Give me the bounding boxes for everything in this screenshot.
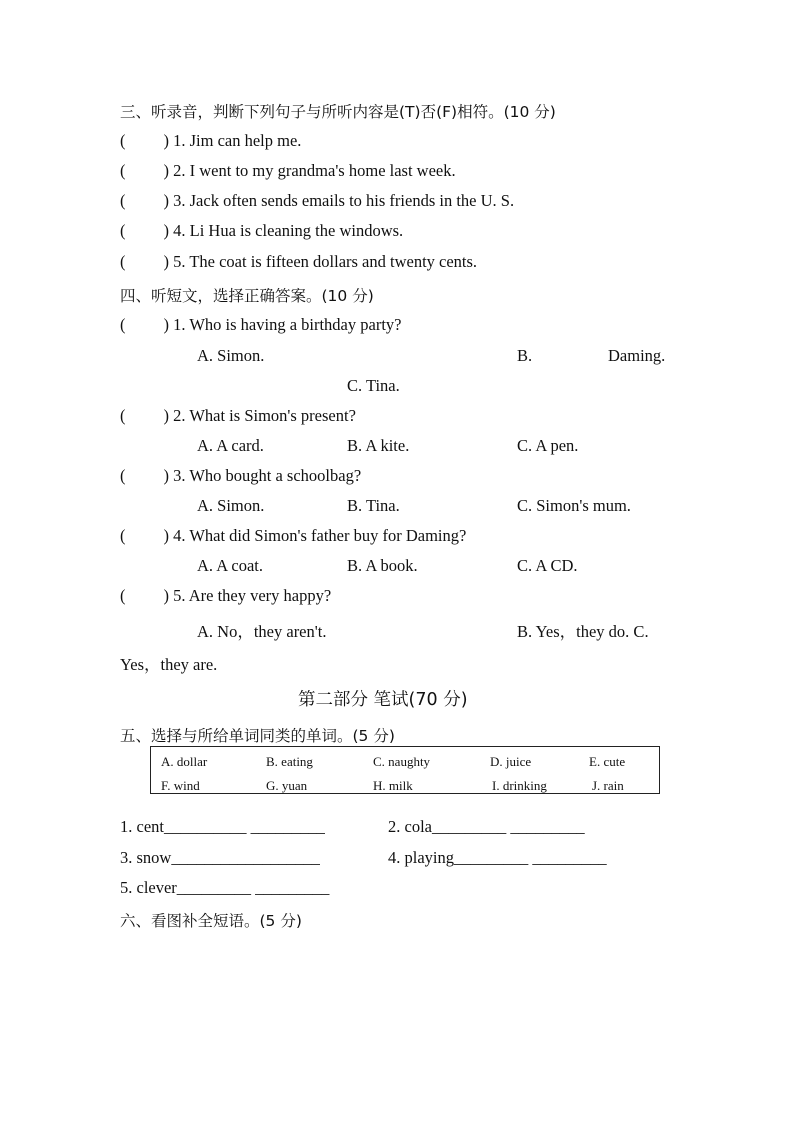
option-a: A. No，they aren't. bbox=[197, 622, 327, 641]
fill-blank-item[interactable]: 2. cola_________ _________ bbox=[388, 817, 585, 836]
option-a: A. Simon. bbox=[197, 346, 265, 365]
fill-blank-item[interactable]: 5. clever_________ _________ bbox=[120, 878, 330, 897]
word-option: H. milk bbox=[373, 778, 413, 793]
answer-paren-open[interactable]: ( bbox=[120, 526, 126, 545]
question-text: 2. What is Simon's present? bbox=[173, 406, 356, 425]
answer-paren-open[interactable]: ( bbox=[120, 221, 126, 240]
option-a: A. Simon. bbox=[197, 496, 265, 515]
tf-item-1 bbox=[120, 131, 301, 151]
mc-question-2 bbox=[120, 406, 356, 426]
answer-paren-open[interactable]: ( bbox=[120, 466, 126, 485]
option-b: B. A kite. bbox=[347, 436, 410, 455]
option-c: C. Simon's mum. bbox=[517, 496, 631, 515]
section3-heading: 三、听录音，判断下列句子与所听内容是(T)否(F)相符。(10 分) bbox=[120, 103, 556, 121]
option-b-text: Daming. bbox=[608, 346, 666, 365]
option-c: Yes，they are. bbox=[120, 655, 218, 674]
word-option: A. dollar bbox=[161, 754, 208, 769]
option-c: C. A pen. bbox=[517, 436, 579, 455]
option-b: B. A book. bbox=[347, 556, 418, 575]
answer-paren-open[interactable]: ( bbox=[120, 161, 126, 180]
mc-question-3 bbox=[120, 466, 361, 486]
question-text: 3. Who bought a schoolbag? bbox=[173, 466, 362, 485]
word-option: C. naughty bbox=[373, 754, 431, 769]
section6-heading: 六、看图补全短语。(5 分) bbox=[120, 912, 302, 930]
section4-heading: 四、听短文，选择正确答案。(10 分) bbox=[120, 287, 374, 305]
answer-paren-close: ) bbox=[163, 466, 169, 485]
tf-item-5 bbox=[120, 252, 477, 272]
word-option: G. yuan bbox=[266, 778, 308, 793]
tf-item-text: 1. Jim can help me. bbox=[173, 131, 302, 150]
answer-paren-close: ) bbox=[163, 315, 169, 334]
tf-item-2 bbox=[120, 161, 456, 181]
question-text: 1. Who is having a birthday party? bbox=[173, 315, 402, 334]
answer-paren-open[interactable]: ( bbox=[120, 252, 126, 271]
answer-paren-close: ) bbox=[163, 221, 169, 240]
option-a: A. A card. bbox=[197, 436, 264, 455]
fill-blank-item[interactable]: 1. cent__________ _________ bbox=[120, 817, 325, 836]
tf-item-4 bbox=[120, 221, 403, 241]
answer-paren-close: ) bbox=[163, 131, 169, 150]
option-b: B. Tina. bbox=[347, 496, 400, 515]
tf-item-text: 2. I went to my grandma's home last week. bbox=[173, 161, 456, 180]
answer-paren-open[interactable]: ( bbox=[120, 191, 126, 210]
option-c: C. Tina. bbox=[347, 376, 400, 395]
word-option: E. cute bbox=[589, 754, 626, 769]
answer-paren-open[interactable]: ( bbox=[120, 315, 126, 334]
option-a: A. A coat. bbox=[197, 556, 263, 575]
tf-item-text: 3. Jack often sends emails to his friends in the U. S. bbox=[173, 191, 515, 210]
word-option: F. wind bbox=[161, 778, 200, 793]
option-b: B. bbox=[517, 346, 533, 365]
tf-item-3 bbox=[120, 191, 514, 211]
answer-paren-close: ) bbox=[163, 586, 169, 605]
tf-item-text: 4. Li Hua is cleaning the windows. bbox=[173, 221, 404, 240]
answer-paren-open[interactable]: ( bbox=[120, 131, 126, 150]
word-option: B. eating bbox=[266, 754, 313, 769]
part2-title: 第二部分 笔试(70 分) bbox=[298, 690, 468, 710]
mc-question-1 bbox=[120, 315, 401, 335]
fill-blank-item[interactable]: 4. playing_________ _________ bbox=[388, 848, 607, 867]
word-option: J. rain bbox=[592, 778, 624, 793]
question-text: 4. What did Simon's father buy for Daming? bbox=[173, 526, 467, 545]
word-option: D. juice bbox=[490, 754, 532, 769]
word-bank-box bbox=[150, 746, 660, 794]
mc-question-5 bbox=[120, 586, 331, 606]
answer-paren-close: ) bbox=[163, 252, 169, 271]
answer-paren-close: ) bbox=[163, 406, 169, 425]
tf-item-text: 5. The coat is fifteen dollars and twenty cents. bbox=[173, 252, 478, 271]
answer-paren-close: ) bbox=[163, 526, 169, 545]
mc-question-4 bbox=[120, 526, 466, 546]
answer-paren-close: ) bbox=[163, 191, 169, 210]
section5-heading: 五、选择与所给单词同类的单词。(5 分) bbox=[120, 727, 395, 745]
question-text: 5. Are they very happy? bbox=[173, 586, 332, 605]
answer-paren-open[interactable]: ( bbox=[120, 406, 126, 425]
word-option: I. drinking bbox=[492, 778, 547, 793]
option-c: C. A CD. bbox=[517, 556, 578, 575]
answer-paren-close: ) bbox=[163, 161, 169, 180]
fill-blank-item[interactable]: 3. snow__________________ bbox=[120, 848, 320, 867]
option-b: B. Yes，they do. C. bbox=[517, 622, 649, 641]
answer-paren-open[interactable]: ( bbox=[120, 586, 126, 605]
